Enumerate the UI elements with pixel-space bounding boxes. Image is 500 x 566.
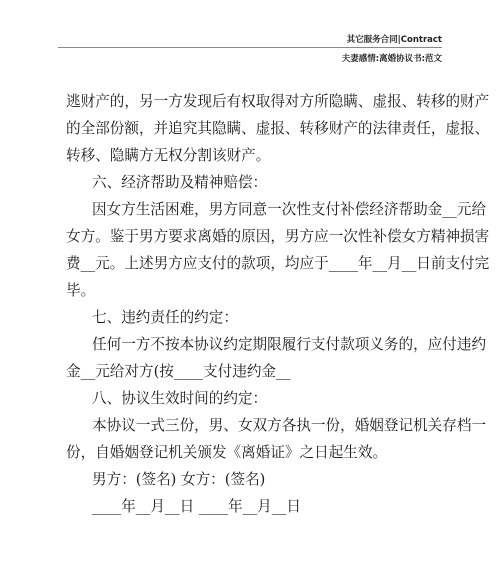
signature-line: 男方：(签名) 女方：(签名) bbox=[92, 471, 266, 488]
body-line: 的全部份额，并追究其隐瞒、虚报、转移财产的法律责任，虚报、 bbox=[66, 120, 490, 137]
body-line: 费__元。上述男方应支付的款项，均应于____年__月__日前支付完 bbox=[66, 255, 490, 272]
header-rule bbox=[58, 47, 442, 48]
section-heading: 六、经济帮助及精神赔偿： bbox=[92, 174, 268, 191]
date-line: ____年__月__日 ____年__月__日 bbox=[92, 498, 301, 515]
page-header bbox=[58, 34, 442, 65]
body-line: 因女方生活困难，男方同意一次性支付补偿经济帮助金__元给 bbox=[92, 201, 487, 218]
body-line: 任何一方不按本协议约定期限履行支付款项义务的，应付违约 bbox=[92, 336, 487, 353]
body-line: 女方。鉴于男方要求离婚的原因，男方应一次性补偿女方精神损害 bbox=[66, 228, 490, 245]
section-heading: 八、协议生效时间的约定： bbox=[92, 390, 268, 407]
body-line: 本协议一式三份，男、女双方各执一份，婚姻登记机关存档一 bbox=[92, 417, 487, 434]
body-line: 金__元给对方(按____支付违约金__ bbox=[66, 363, 291, 380]
body-line: 逃财产的，另一方发现后有权取得对方所隐瞒、虚报、转移的财产 bbox=[66, 93, 490, 110]
body-line: 份，自婚姻登记机关颁发《离婚证》之日起生效。 bbox=[66, 444, 388, 461]
body-line: 毕。 bbox=[66, 282, 96, 299]
body-line: 转移、隐瞒方无权分割该财产。 bbox=[66, 147, 271, 164]
section-heading: 七、违约责任的约定： bbox=[92, 309, 238, 326]
header-title: 其它服务合同|Contract bbox=[346, 35, 442, 45]
header-subtitle: 夫妻感情:离婚协议书:范文 bbox=[341, 54, 442, 64]
